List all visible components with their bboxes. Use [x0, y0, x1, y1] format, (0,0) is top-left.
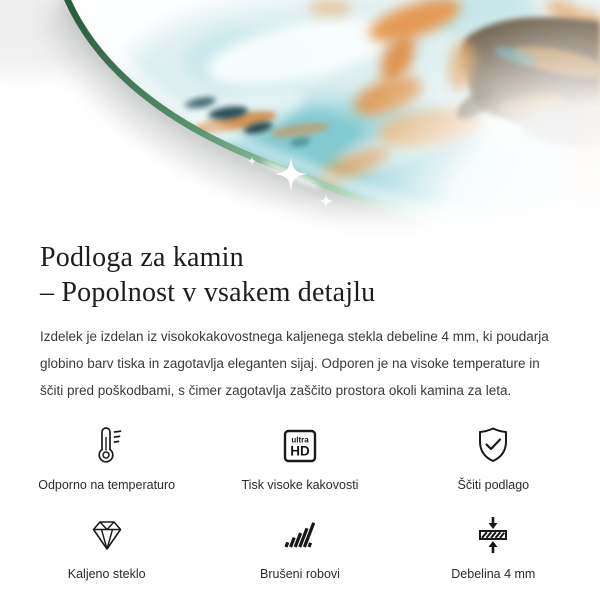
feature-label: Brušeni robovi — [260, 567, 340, 581]
feature-item-print-quality — [203, 424, 396, 493]
feature-label: Ščiti podlago — [457, 478, 530, 492]
thermometer-icon — [85, 424, 129, 468]
diamond-icon — [85, 513, 129, 557]
feature-label: Kaljeno steklo — [67, 567, 146, 581]
feature-item-thickness — [397, 513, 590, 582]
ultra-hd-icon — [278, 424, 322, 468]
features-grid — [10, 424, 590, 582]
feature-label: Odporno na temperaturo — [38, 478, 176, 492]
shield-check-icon — [471, 424, 515, 468]
svg-text:ultra: ultra — [291, 435, 309, 445]
thickness-4mm-icon — [471, 513, 515, 557]
beveled-edges-icon — [278, 513, 322, 557]
product-photo — [0, 0, 600, 236]
feature-item-tempered-glass — [10, 513, 203, 582]
feature-label: Tisk visoke kakovosti — [241, 478, 359, 492]
page-title — [40, 240, 560, 310]
feature-item-temperature — [10, 424, 203, 493]
feature-item-polished-edges — [203, 513, 396, 582]
feature-label: Debelina 4 mm — [451, 567, 536, 581]
page-title-line1: Podloga za kamin — [40, 242, 244, 273]
svg-text:HD: HD — [290, 443, 310, 459]
fade-overlay-bottom — [0, 190, 600, 236]
feature-item-protects — [397, 424, 590, 493]
product-description: Izdelek je izdelan iz visokokakovostnega kaljenega stekla debeline 4 mm, ki poudarja globino barv tiska in zagotavlja eleganten sijaj. Odporen je na visoke temperature in ščiti pred poškodbami, s čimer zagotavlja zaščito prostora okoli kamina za leta. — [40, 329, 549, 398]
page-title-line2: – Popolnost v vsakem detajlu — [40, 277, 376, 308]
